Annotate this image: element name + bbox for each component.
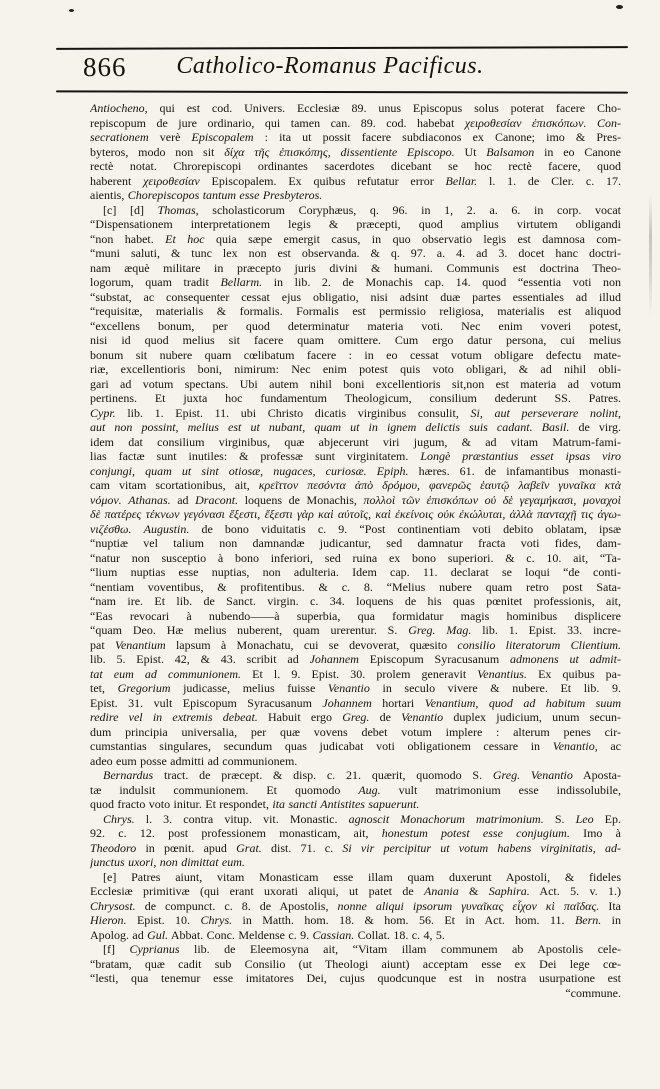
text-line: secrationem verè Episcopalem : ita ut possit facere subdiaconos ex Canone; imo & Pres- [90,130,621,144]
text-line: byteros, modo non sit δίχα τῆς ἐπισκόπης, dissentiente Episcopo. Ut Balsamon in eo Canone [90,144,621,159]
text-line: “lium nuptias esse nuptias, non adulteria. Idem cap. 11. declarat se loqui “de conti- [90,565,621,579]
text-line: nisi id quod melius sit facere quam omittere. Cum ergo datur persona, cui melius [90,333,621,347]
text-line: [e] Patres aiunt, vitam Monasticam esse illam quam duxerunt Apostoli, & fideles [103,869,621,884]
text-line: tæ indulsit communionem. Et quomodo Aug. vult matrimonium esse indissolubile, [90,782,621,797]
text-line: idem dat consilium virginibus, quæ abjecerunt viri jugum, & ad vitam Matrum-fami- [90,434,621,449]
text-line: junctus uxori, non dimittat eum. [90,855,245,869]
running-title: Catholico-Romanus Pacificus. [176,53,484,79]
text-line: bonum sit nubere quam cœlibatum facere : in eo cessat votum obligare defectu mate- [90,347,621,362]
text-line: aut non possint, melius est ut nubant, quam ut in ignem delictis suis cadant. Basil. de virg. [90,420,621,434]
text-line: νιζέσθω. Augustin. de bono viduitatis c. 9. “Post continentiam voti debito oblatam, ipsæ [90,521,621,536]
header-rule-bottom [56,90,628,94]
text-line: Theodoro in pœnit. apud Grat. dist. 71. c. Si vir percipitur ut votum habens virginitatis, ad- [90,840,621,855]
text-line: “lesti, qua tenemur esse imitatores Dei, cujus quodcunque est in nostra usurpatione est [90,971,621,985]
text-line: “nam ire. Et lib. de Sanct. virgin. c. 34. loquens de his quas pœnitet professionis, ait, [90,594,621,608]
text-line: repiscopum de jure ordinario, qui tamen can. 89. cod. habebat χειροθεσίαν ἐπισκόπων. Con- [90,115,621,130]
text-line: “Dispensationem interpretationem legis & præcepti, quod amplius virtutem obligandi [90,217,621,231]
paragraph [90,812,621,870]
text-line: “commune. [565,985,621,1000]
paragraph [90,101,621,203]
header-rule-top [56,46,628,50]
paragraph [90,870,621,943]
text-line: redire vel in extremis debeat. Habuit ergo Greg. de Venantio duplex judicium, unum secun- [90,710,621,724]
text-line: logorum, quam tradit Bellarm. in lib. 2. de Monachis cap. 14. quod “essentia voti non [90,275,621,289]
text-line: Antiocheno, qui est cod. Univers. Ecclesiæ 89. unus Episcopus solus poterat facere Cho- [90,101,621,115]
scan-artifact [69,9,74,12]
paragraph [90,203,621,769]
text-line: νόμον. Athanas. ad Dracont. loquens de Monachis, πολλοὶ τῶν ἐπισκόπων οὐ δὲ γεγαμήκασι, μοναχοὶ [90,492,621,507]
paragraph [90,768,621,812]
text-line: “nentiam voventibus, & profitentibus. & c. 8. “Melius nubere quam retro post Sata- [90,579,621,594]
text-line: quod fracto voto initur. Et respondet, ita sancti Antistites sapuerunt. [90,797,420,811]
text-line: “excellens bonum, per quod determinatur materia voti. Nec enim voveri potest, [90,318,621,333]
text-line: Epist. 31. vult Episcopum Syracusanum Johannem hortari Venantium, quod ad habitum suum [90,695,621,710]
text-line: 92. c. 12. post professionem monasticam, ait, honestum potest esse conjugium. Imo à [90,826,621,840]
text-line: nam æquè militare in præcepto juris divini & humani. Communis est doctrina Theo- [90,260,621,275]
text-line: adeo eum posse admitti ad communionem. [90,753,298,768]
text-line: tat eum ad communionem. Et l. 9. Epist. 30. prolem generavit Venantius. Ex quibus pa- [90,666,621,681]
text-line: cumstantias singulares, secundum quas judicabat voti obligationem cessare in Venantio, ac [90,739,621,753]
text-line: riæ, excellentioris boni, nimirum: Nec enim potest quis voto obligari, & ad nihil obli- [90,362,621,376]
text-line: Apolog. ad Gul. Abbat. Conc. Meldense c. 9. Cassian. Collat. 18. c. 4, 5. [90,927,445,942]
text-line: “bratam, quæ cadit sub Consilio (ut Theologi aiunt) acceptam esse ex Dei lege cœ- [90,956,621,971]
text-line: tet, Gregorium judicasse, melius fuisse Venantio in seculo vivere & nubere. Et lib. 9. [90,681,621,695]
text-line: dum principia universalia, per quæ vovens debet votum implere : alterum penes cir- [90,724,621,739]
text-line: [c] [d] Thomas, scholasticorum Coryphæus, q. 96. in 1, 2. a. 6. in corp. vocat [103,202,621,217]
text-line: pertinens. Et juxta hoc fundamentum Theologicum, consilium dederunt SS. Patres. [90,391,621,405]
text-line: “non habet. Et hoc quia sæpe emergit casus, in quo observatio legis est damnosa com- [90,231,621,246]
text-line: aientis, Chorepiscopos tantum esse Presbyteros. [90,188,323,202]
text-line: “muni saluti, & tunc lex non est observanda. & q. 97. a. 4. ad 3. docet hanc doctri- [90,246,621,260]
text-line: Chrys. l. 3. contra vitup. vit. Monastic. agnoscit Monachorum matrimonium. S. Leo Ep. [103,811,621,826]
paragraph [90,942,621,1000]
text-line: gari ad votum spectans. Ubi autem nihil boni excellentioris sit,non est materia ad votum [90,376,621,391]
text-line: Cypr. lib. 1. Epist. 11. ubi Christo dicatis virginibus consulit, Si, aut perseverare nolint, [90,405,621,420]
text-line: Bernardus tract. de præcept. & disp. c. 21. quærit, quomodo S. Greg. Venantio Aposta- [103,768,621,782]
scan-artifact [649,196,652,316]
scan-artifact [616,5,623,9]
text-line: δὲ πατέρες τέκνων γεγόνασι ἔξεστι, ἔξεστι γὰρ καὶ αὐτοῖς, καὶ ἐκείνοις οὐκ ἐκώλυται, ἀλλὰ πανταχῇ τις ἀγω- [90,507,621,521]
text-line: pat Venantium lapsum à Monachatu, cui se devoverat, quæsito consilio literatorum Clientium. [90,637,621,652]
text-line: lib. 5. Epist. 42, & 43. scribit ad Johannem Episcopum Syracusanum admonens ut admit- [90,652,621,666]
text-line: Hieron. Epist. 10. Chrys. in Matth. hom. 18. & hom. 56. Et in Act. hom. 11. Bern. in [90,913,621,927]
text-line: “nuptiæ vel talium non damnandæ judicantur, sed damnatur fracta voti fides, dam- [90,536,621,550]
text-line: “quam Deo. Hæ melius nuberent, quam urerentur. S. Greg. Mag. lib. 1. Epist. 33. incre- [90,623,621,637]
text-line: “requisitæ, materialis & formalis. Formalis est permissio religiosa, materialis est aliquod [90,304,621,318]
text-line: Chrysost. de compunct. c. 8. de Apostolis, nonne aliqui ipsorum γυναῖκας εἶχον κὶ παῖδας. Ita [90,898,621,913]
text-line: “Eas revocari à nubendo——à superbia, qua formidatur magis hominibus displicere [90,608,621,623]
text-line: “natur non susceptio à bono inferiori, sed ruina ex bono superiori. & c. 10. ait, “Ta- [90,550,621,565]
text-line: lias factæ sunt inutiles: & professæ sunt virginitatem. Longè præstantius esset ipsas viro [90,449,621,463]
text-line: “substat, ac consequenter cessat ejus obligatio, nisi adsint duæ partes essentiales ad illud [90,289,621,304]
text-line: haberent χειροθεσίαν Episcopalem. Ex quibus refutatur error Bellar. l. 1. de Cler. c. 17. [90,173,621,188]
page-body [90,101,621,1000]
text-line: [f] Cyprianus lib. de Eleemosyna ait, “Vitam illam communem ab Apostolis cele- [103,942,621,956]
text-line: conjungi, quam ut sint otiosæ, nugaces, curiosæ. Epiph. hæres. 61. de infamantibus monasti- [90,463,621,478]
text-line: Ecclesiæ primitivæ (qui erant uxorati aliqui, ut patet de Anania & Saphira. Act. 5. v. 1.) [90,884,621,898]
text-line: cam vitam scortationibus, ait, κρεῖττον πεσόντα ἀπὸ δρόμου, φανερῶς ἑαυτῷ λαβεῖν γυναῖκα κτὰ [90,478,621,492]
page-number: 866 [83,52,127,82]
text-line: rectè notat. Chrorepiscopi ordinantes sacerdotes dicebant se hoc rectè facere, quod [90,159,621,173]
